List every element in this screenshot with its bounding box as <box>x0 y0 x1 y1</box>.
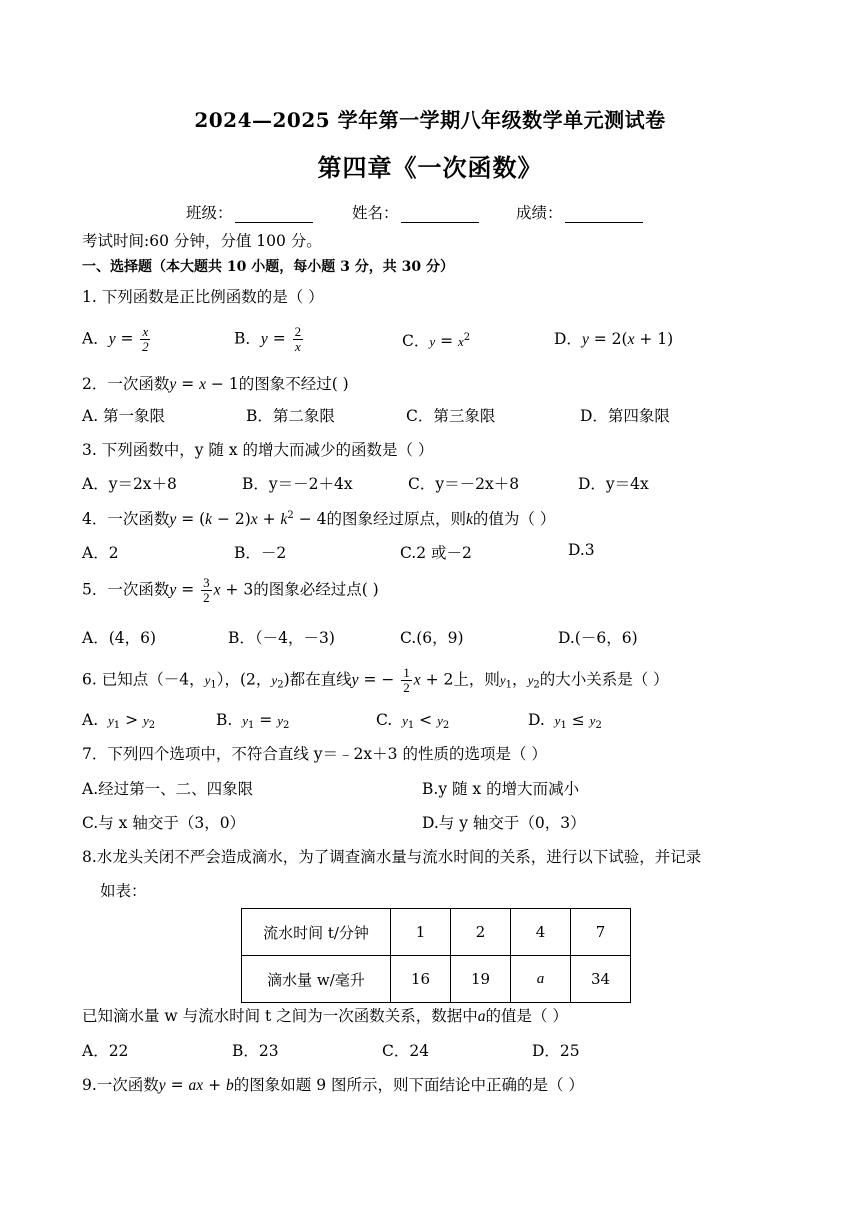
q8-option-c: C．24 <box>382 1042 430 1060</box>
table-row <box>242 956 631 1003</box>
q6-option-c: C. $y_1 < y_2$ <box>376 711 450 731</box>
q5-option-c: C.(6，9) <box>400 629 464 647</box>
chapter-title: 第四章《一次函数》 <box>317 153 543 182</box>
q6-option-a: A. $y_1 > y_2$ <box>82 711 156 731</box>
q8-option-d: D．25 <box>532 1042 580 1060</box>
q5-option-b: B．（－4，－3) <box>228 629 335 647</box>
q2-stem: 2．一次函数y = x − 1的图象不经过( ) <box>82 375 349 393</box>
q7-option-a: A.经过第一、二、四象限 <box>82 780 254 798</box>
q2-option-c: C．第三象限 <box>406 407 496 425</box>
q8-option-b: B．23 <box>232 1042 279 1060</box>
q1-option-d: D．y = 2(x + 1) <box>554 330 674 348</box>
q9-stem: 9.一次函数y = ax + b的图象如题 9 图所示，则下面结论中正确的是（ ） <box>82 1076 584 1094</box>
score-label: 成绩： <box>516 204 563 222</box>
q2-option-d: D．第四象限 <box>580 407 670 425</box>
q3-option-c: C．y＝－2x＋8 <box>408 475 520 493</box>
score-blank <box>565 208 643 223</box>
q6-option-d: D. $y_1 \le y_2$ <box>528 711 602 731</box>
q1-option-a: A．y = $\frac{x}{2}$ <box>82 324 149 354</box>
name-field <box>352 201 479 223</box>
table-cell: 34 <box>571 956 631 1003</box>
data-table <box>241 908 631 1003</box>
q2-option-a: A. 第一象限 <box>82 407 166 425</box>
q6-option-b: B. $y_1 = y_2$ <box>216 711 290 731</box>
table-cell: 滴水量 w/毫升 <box>242 956 391 1003</box>
name-label: 姓名： <box>352 204 399 222</box>
table-cell: 16 <box>391 956 451 1003</box>
exam-title: 2024—2025 学年第一学期八年级数学单元测试卷 <box>194 108 666 132</box>
class-blank <box>235 208 313 223</box>
exam-info: 考试时间:60 分钟，分值 100 分。 <box>82 232 322 250</box>
q1-option-b: B．y = $\frac{2}{x}$ <box>234 324 302 354</box>
q6-stem: 6. 已知点（－4，$y_1$），(2，$y_2$)都在直线y = − $\frac{1}{2}$ x + 2上，则$y_1$，$y_2$的大小关系是（ ） <box>82 665 669 695</box>
score-field <box>516 201 643 223</box>
table-cell: 19 <box>451 956 511 1003</box>
table-cell: 7 <box>571 909 631 956</box>
q7-option-b: B.y 随 x 的增大而减小 <box>422 780 580 798</box>
q3-option-d: D．y＝4x <box>578 475 649 493</box>
q7-option-d: D.与 y 轴交于（0，3） <box>422 814 586 832</box>
q3-option-b: B．y＝－2＋4x <box>242 475 353 493</box>
class-label: 班级： <box>186 204 233 222</box>
q8-stem-line3: 已知滴水量 w 与流水时间 t 之间为一次函数关系，数据中a的值是（ ） <box>82 1007 568 1025</box>
table-cell: 4 <box>511 909 571 956</box>
q3-option-a: A．y＝2x＋8 <box>82 475 177 493</box>
q5-stem: 5．一次函数y = $\frac{3}{2}$ x + 3的图象必经过点( ) <box>82 575 379 605</box>
q5-option-a: A．(4，6) <box>82 629 157 647</box>
name-blank <box>401 208 479 223</box>
q4-stem: 4．一次函数$y = (k - 2)x + k^2 - 4$的图象经过原点，则k的值为（ ） <box>82 510 556 528</box>
q7-stem: 7．下列四个选项中，不符合直线 y＝﹣2x＋3 的性质的选项是（ ） <box>82 745 547 763</box>
table-cell: 流水时间 t/分钟 <box>242 909 391 956</box>
q5-option-d: D.(－6，6) <box>558 629 638 647</box>
q4-option-b: B．－2 <box>234 544 287 562</box>
q1-option-c: C．$y = x^2$ <box>402 332 471 350</box>
q4-option-d: D.3 <box>568 541 595 559</box>
q8-stem-line2: 如表： <box>100 882 147 900</box>
table-cell: 2 <box>451 909 511 956</box>
q4-option-c: C.2 或－2 <box>400 544 472 562</box>
table-cell: a <box>511 956 571 1003</box>
table-row <box>242 909 631 956</box>
q8-option-a: A．22 <box>82 1042 129 1060</box>
q2-option-b: B．第二象限 <box>246 407 335 425</box>
q7-option-c: C.与 x 轴交于（3，0） <box>82 814 246 832</box>
q8-stem-line1: 8.水龙头关闭不严会造成滴水，为了调查滴水量与流水时间的关系，进行以下试验，并记录 <box>82 848 702 866</box>
q3-stem: 3. 下列函数中，y 随 x 的增大而减少的函数是（ ） <box>82 441 434 459</box>
section-heading: 一、选择题（本大题共 10 小题，每小题 3 分，共 30 分） <box>82 259 454 275</box>
q1-stem: 1. 下列函数是正比例函数的是（ ） <box>82 288 324 306</box>
table-cell: 1 <box>391 909 451 956</box>
q4-option-a: A．2 <box>82 544 119 562</box>
class-field <box>186 201 313 223</box>
